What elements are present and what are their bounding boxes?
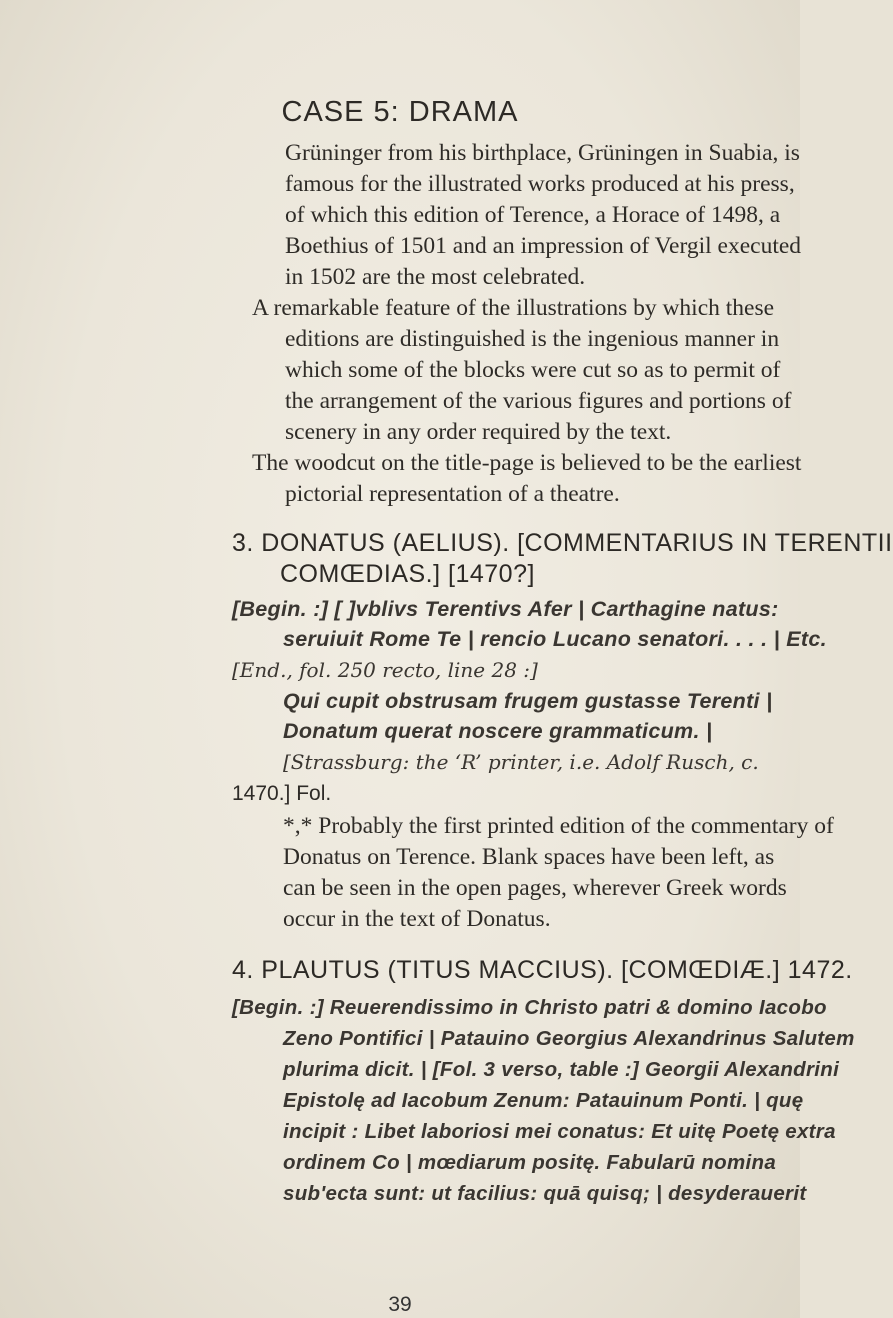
note-line: occur in the text of Donatus. (283, 906, 551, 932)
incipit-line: Epistolę ad Iacobum Zenum: Patauinum Ponti. | quę (283, 1089, 804, 1112)
intro-line: scenery in any order required by the text. (285, 419, 672, 445)
intro-line: editions are distinguished is the ingenious manner in (285, 326, 780, 352)
intro-line: pictorial representation of a theatre. (285, 481, 620, 507)
imprint-line: [Strassburg: the ‘R’ printer, i.e. Adolf Rusch, c. (283, 750, 759, 774)
explicit-line: Qui cupit obstrusam frugem gustasse Terenti | (283, 689, 773, 713)
explicit-line: Donatum querat noscere grammaticum. | (283, 719, 713, 743)
note-line: can be seen in the open pages, wherever Greek words (283, 875, 787, 901)
incipit-line: [Begin. :] Reuerendissimo in Christo patri & domino Iacobo (232, 996, 827, 1019)
explicit-label: [End., fol. 250 recto, line 28 :] (232, 658, 538, 682)
intro-line: The woodcut on the title-page is believed to be the earliest (252, 450, 802, 476)
intro-line: Grüninger from his birthplace, Grüningen in Suabia, is (285, 140, 800, 166)
incipit-line: [Begin. :] [ ]vblivs Terentivs Afer | Carthagine natus: (232, 597, 779, 621)
entry-3-title-cont: COMŒDIAS.] [1470?] (280, 560, 535, 588)
incipit-line: sub'ecta sunt: ut facilius: quā quisq; | desyderauerit (283, 1182, 807, 1205)
imprint-line: 1470.] Fol. (232, 782, 332, 805)
intro-line: A remarkable feature of the illustrations by which these (252, 295, 775, 321)
incipit-line: seruiuit Rome Te | rencio Lucano senatori. . . . | Etc. (283, 627, 827, 651)
incipit-line: ordinem Co | mœdiarum positę. Fabularū nomina (283, 1151, 777, 1174)
case-heading: CASE 5: DRAMA (281, 96, 519, 128)
incipit-line: plurima dicit. | [Fol. 3 verso, table :] Georgii Alexandrini (283, 1058, 840, 1081)
note-line: *,* Probably the first printed edition of the commentary of (283, 813, 834, 839)
entry-4-title: 4. PLAUTUS (TITUS MACCIUS). [COMŒDIÆ.] 1472. (232, 956, 853, 984)
intro-line: of which this edition of Terence, a Horace of 1498, a (285, 202, 781, 228)
note-line: Donatus on Terence. Blank spaces have been left, as (283, 844, 775, 870)
intro-line: the arrangement of the various figures and portions of (285, 388, 792, 414)
intro-line: which some of the blocks were cut so as to permit of (285, 357, 781, 383)
intro-line: famous for the illustrated works produced at his press, (285, 171, 795, 197)
incipit-line: incipit : Libet laboriosi mei conatus: Et uitę Poetę extra (283, 1120, 836, 1143)
page-number: 39 (388, 1293, 412, 1316)
intro-line: Boethius of 1501 and an impression of Vergil executed (285, 233, 802, 259)
intro-line: in 1502 are the most celebrated. (285, 264, 586, 290)
incipit-line: Zeno Pontifici | Patauino Georgius Alexandrinus Salutem (283, 1027, 855, 1050)
entry-3-title: 3. DONATUS (AELIUS). [COMMENTARIUS IN TERENTII (232, 529, 893, 557)
